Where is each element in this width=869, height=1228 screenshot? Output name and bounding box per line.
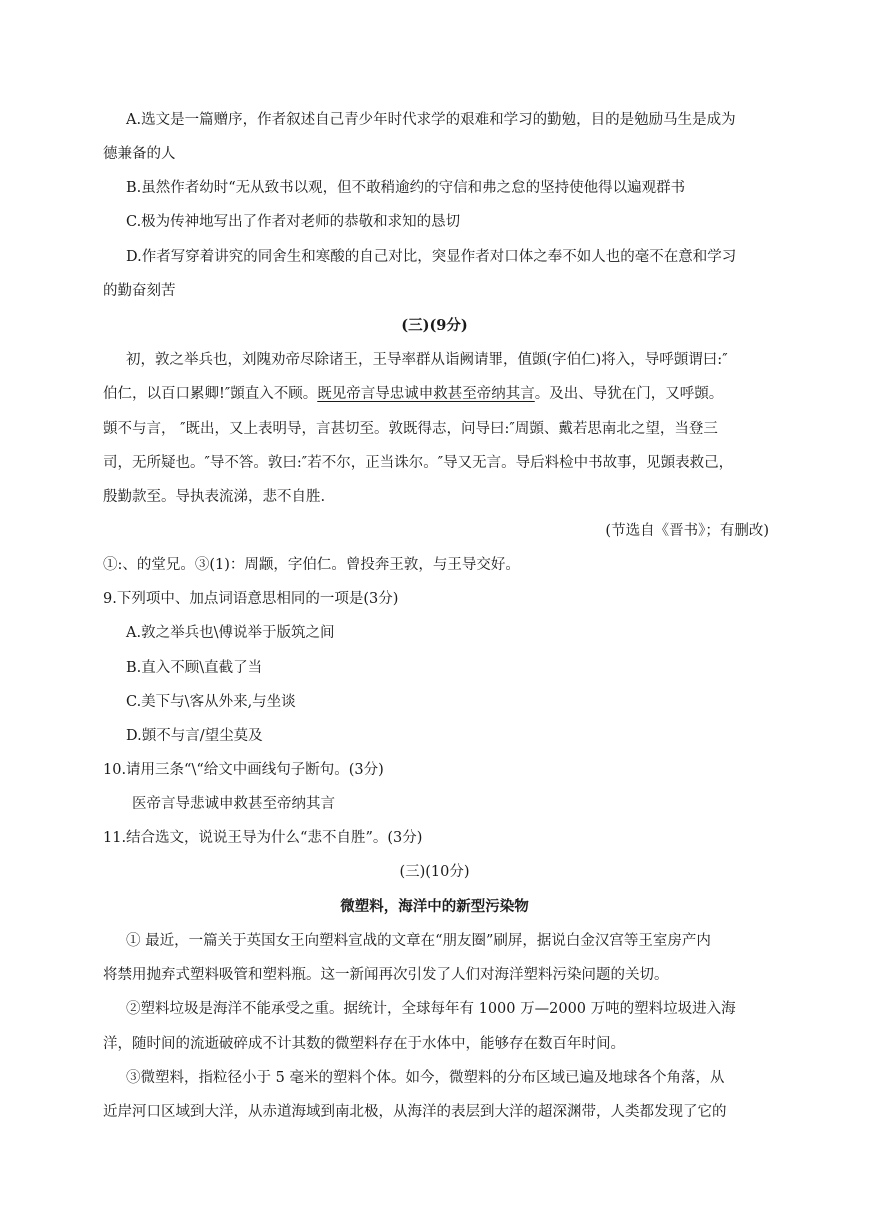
- passage-line: 司，无所疑也。″导不答。敦曰:″若不尔，正当诛尔。″导又无言。导后料检中书故事，见顗表救己，: [103, 455, 734, 471]
- q9-option-a: A.敦之举兵也\傅说举于版筑之间: [126, 625, 335, 641]
- passage-line: 顗不与言， ″既出，又上表明导，言甚切至。敦既得志，问导曰:″周顗、戴若思南北之望，当登三: [103, 421, 718, 437]
- underlined-sentence: 既见帝言导忠诚申救甚至帝纳其言: [317, 386, 535, 402]
- q9-option-b: B.直入不顾\直截了当: [126, 660, 263, 676]
- article-line: ③微塑料，指粒径小于 5 毫米的塑料个体。如今，微塑料的分布区域已遍及地球各个角落，从: [126, 1070, 725, 1086]
- article-line: ②塑料垃圾是海洋不能承受之重。据统计，全球每年有 1000 万—2000 万吨的塑料垃圾进入海: [126, 1001, 736, 1017]
- question-9: 9.下列项中、加点词语意思相同的一项是(3分): [103, 591, 399, 607]
- passage-line: [103, 384, 723, 404]
- passage-line: 殷勤款至。导执表流涕，悲不自胜.: [103, 489, 326, 505]
- q8-option-d-line1: D.作者写穿着讲究的同舍生和寒酸的自己对比，突显作者对口体之奉不如人也的毫不在意和学习: [126, 249, 737, 265]
- article-title: 微塑料，海洋中的新型污染物: [340, 898, 529, 915]
- article-line: 洋，随时间的流逝破碎成不计其数的微塑料存在于水体中，能够存在数百年时间。: [103, 1036, 625, 1052]
- source-citation: (节选自《晋书》；有删改): [605, 523, 769, 539]
- article-line: ① 最近，一篇关于英国女王向塑料宣战的文章在“朋友圈”刷屏，据说白金汉宫等王室房产内: [126, 933, 711, 949]
- q9-option-c: C.美下与\客从外来,与坐谈: [126, 694, 296, 710]
- section-heading: (三)(9分): [401, 317, 468, 334]
- q9-option-d: D.顗不与言/望尘莫及: [126, 728, 263, 744]
- passage-line: 初，敦之举兵也，刘隗劝帝尽除诸王，王导率群从诣阙请罪，值顗(字伯仁)将入，导呼顗谓曰:″: [126, 352, 728, 368]
- passage-text: 伯仁，以百口累卿!″顗直入不顾。: [103, 386, 318, 402]
- article-line: 将禁用抛弃式塑料吸管和塑料瓶。这一新闻再次引发了人们对海洋塑料污染问题的关切。: [103, 967, 669, 983]
- q8-option-a-line2: 德兼备的人: [103, 146, 176, 162]
- q8-option-b: B.虽然作者幼时“无从致书以观，但不敢稍逾约的守信和弗之怠的坚持使他得以遍观群书: [126, 180, 686, 196]
- footnote: ①:、的堂兄。③(1)：周颛，字伯仁。曾投奔王敦，与王导交好。: [103, 557, 520, 573]
- passage-text: 。及出、导犹在门，又呼顗。: [534, 386, 724, 402]
- q8-option-d-line2: 的勤奋刻苦: [103, 283, 176, 299]
- question-10: 10.请用三条“\“给文中画线句子断句。(3分): [103, 762, 384, 778]
- q8-option-a-line1: A.选文是一篇赠序，作者叙述自己青少年时代求学的艰难和学习的勤勉，目的是勉励马生是成为: [126, 112, 736, 128]
- q8-option-c: C.极为传神地写出了作者对老师的恭敬和求知的恳切: [126, 214, 461, 230]
- question-11: 11.结合选文，说说王导为什么“悲不自胜”。(3分): [103, 830, 423, 846]
- article-line: 近岸河口区域到大洋，从赤道海域到南北极，从海洋的表层到大洋的超深渊带，人类都发现了它的: [103, 1104, 727, 1120]
- section-heading: (三)(10分): [399, 864, 470, 880]
- q10-sentence: 医帝言导悲诚申救甚至帝纳其言: [132, 796, 335, 812]
